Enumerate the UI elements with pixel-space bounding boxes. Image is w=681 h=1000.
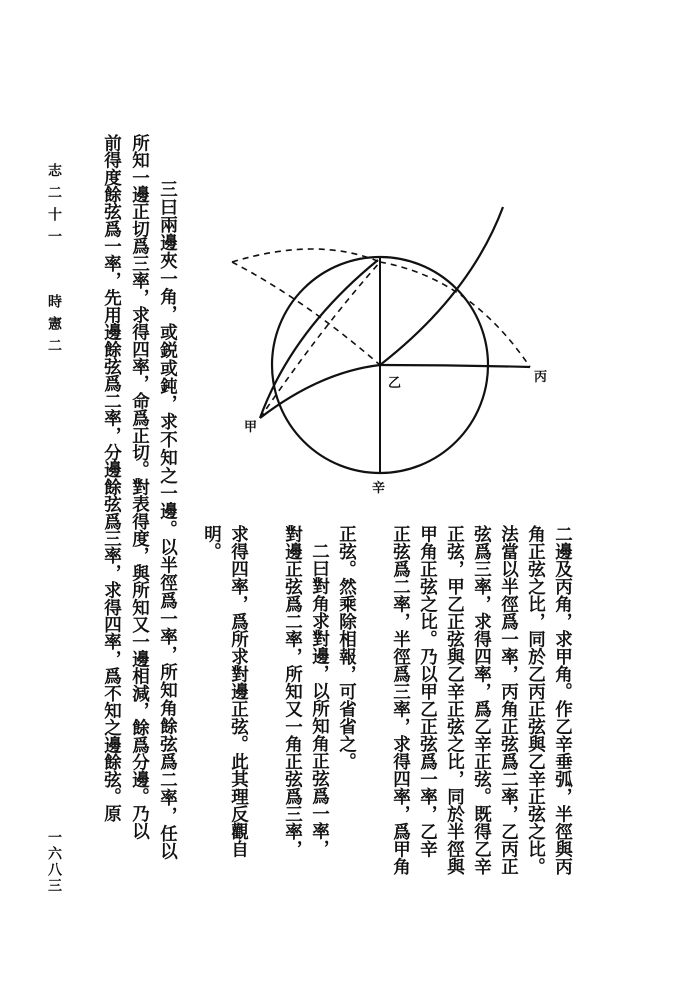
text-column: 求得四率，爲所求對邊正弦。此其理反觀自 [228, 525, 249, 858]
text-column: 法當以半徑爲一率，丙角正弦爲二率，乙丙正 [498, 525, 519, 875]
label-bing: 丙 [534, 370, 548, 385]
arc-right-dashed [380, 262, 530, 367]
label-jia: 甲 [244, 420, 258, 435]
text-column: 甲角正弦之比。乃以甲乙正弦爲一率，乙辛 [417, 525, 438, 858]
text-column: 二邊及丙角，求甲角。作乙辛垂弧，半徑與丙 [552, 525, 573, 875]
text-column: 明。 [201, 525, 222, 560]
text-column: 三曰兩邊夾一角，或鋭或鈍，求不知之一邊。以半徑爲一率，所知角餘弦爲二率，任以 [157, 180, 178, 861]
text-column: 正弦。然乘除相報，可省省之。 [336, 525, 357, 770]
text-column: 正弦爲二率，半徑爲三率，求得四率，爲甲角 [390, 525, 411, 875]
text-column: 正弦，甲乙正弦與乙辛正弦之比，同於半徑與 [444, 525, 465, 875]
running-header-section: 時憲二 [46, 294, 62, 360]
arc-inner-dashed [260, 262, 380, 418]
arc-jia-yi [260, 365, 380, 418]
text-column: 二曰對角求對邊，以所知角正弦爲一率， [309, 542, 330, 857]
label-yi: 乙 [388, 376, 402, 391]
text-column: 對邊正弦爲二率，所知又一角正弦爲三率， [282, 525, 303, 858]
text-column: 所知一邊正切爲三率，求得四率，命爲正切。對表得度，與所知又一邊相減，餘爲分邊。乃以 [129, 134, 150, 840]
page-number: 一六八三 [46, 830, 62, 894]
text-column: 弦爲三率，求得四率，爲乙辛正弦。既得乙辛 [471, 525, 492, 875]
text-column: 前得度餘弦爲一率，先用邊餘弦爲二率，分邊餘弦爲三率，求得四率，爲不知之邊餘弦。原 [101, 134, 122, 823]
arc-yi-bing [380, 365, 530, 367]
text-column: 角正弦之比，同於乙丙正弦與乙辛正弦之比。 [525, 525, 546, 875]
running-header-chapter: 志二十一 [46, 163, 62, 251]
label-xin: 辛 [372, 481, 386, 496]
